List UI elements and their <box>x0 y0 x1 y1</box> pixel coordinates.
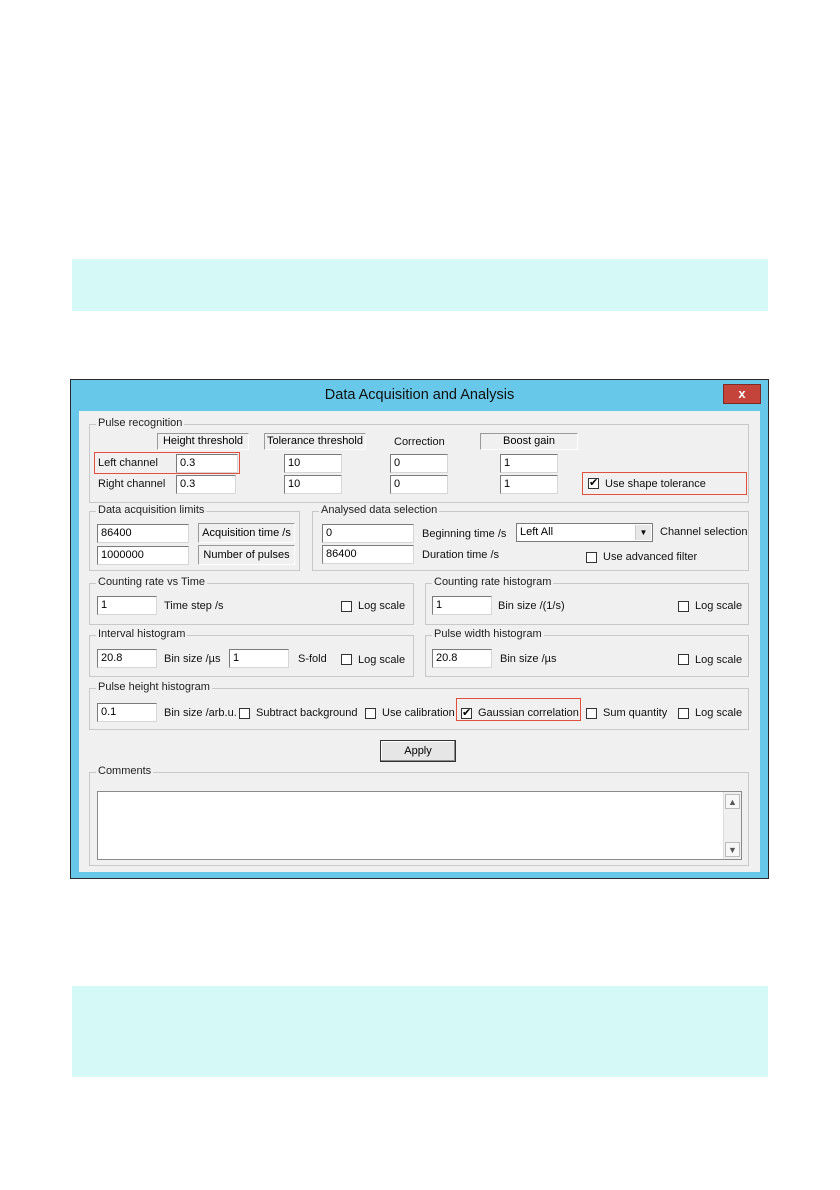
height-bin-size-input[interactable]: 0.1 <box>97 703 157 722</box>
use-calibration-checkbox[interactable] <box>365 708 376 719</box>
scroll-down-icon[interactable]: ▼ <box>725 842 740 857</box>
tolerance-threshold-header: Tolerance threshold <box>264 433 366 450</box>
chevron-down-icon[interactable]: ▼ <box>635 525 651 540</box>
counting-bin-size-input[interactable]: 1 <box>432 596 492 615</box>
pulse-height-histogram-legend: Pulse height histogram <box>98 681 210 693</box>
use-calibration-label: Use calibration <box>382 707 455 719</box>
beginning-time-label: Beginning time /s <box>422 528 507 540</box>
comments-scrollbar[interactable] <box>723 792 741 859</box>
gaussian-correlation-label: Gaussian correlation <box>478 707 579 719</box>
boost-gain-header: Boost gain <box>480 433 578 450</box>
note-box-bottom <box>72 986 768 1077</box>
interval-log-scale-checkbox[interactable] <box>341 654 352 665</box>
right-tolerance-input[interactable]: 10 <box>284 475 342 494</box>
number-of-pulses-label: Number of pulses <box>198 545 295 565</box>
close-button[interactable]: x <box>723 384 761 404</box>
dialog-window <box>70 379 769 879</box>
counting-hist-log-scale-checkbox[interactable] <box>678 601 689 612</box>
channel-selection-dropdown[interactable] <box>516 523 653 542</box>
apply-button[interactable]: Apply <box>380 740 456 762</box>
subtract-background-label: Subtract background <box>256 707 358 719</box>
left-height-threshold-input[interactable]: 0.3 <box>176 454 238 473</box>
interval-bin-size-label: Bin size /µs <box>164 653 221 665</box>
acquisition-time-input[interactable]: 86400 <box>97 524 189 543</box>
window-title: Data Acquisition and Analysis <box>324 387 515 403</box>
right-height-threshold-input[interactable]: 0.3 <box>176 475 236 494</box>
right-boost-gain-input[interactable]: 1 <box>500 475 558 494</box>
sum-quantity-label: Sum quantity <box>603 707 668 719</box>
note-box-top <box>72 259 768 311</box>
interval-bin-size-input[interactable]: 20.8 <box>97 649 157 668</box>
counting-time-log-scale-checkbox[interactable] <box>341 601 352 612</box>
dialog-client-area <box>79 411 760 872</box>
correction-header: Correction <box>394 436 445 448</box>
right-correction-input[interactable]: 0 <box>390 475 448 494</box>
comments-legend: Comments <box>98 765 152 777</box>
right-channel-label: Right channel <box>98 478 166 490</box>
use-advanced-filter-label: Use advanced filter <box>603 551 698 563</box>
time-step-label: Time step /s <box>164 600 224 612</box>
left-channel-label: Left channel <box>98 457 158 469</box>
counting-hist-log-scale-label: Log scale <box>695 600 743 612</box>
s-fold-label: S-fold <box>298 653 327 665</box>
duration-time-input[interactable]: 86400 <box>322 545 414 564</box>
number-of-pulses-input[interactable]: 1000000 <box>97 546 189 565</box>
width-bin-size-input[interactable]: 20.8 <box>432 649 492 668</box>
pulse-width-histogram-legend: Pulse width histogram <box>434 628 542 640</box>
counting-rate-time-legend: Counting rate vs Time <box>98 576 205 588</box>
height-bin-size-label: Bin size /arb.u. <box>164 707 237 719</box>
height-log-scale-label: Log scale <box>695 707 743 719</box>
use-shape-tolerance-label: Use shape tolerance <box>605 478 706 490</box>
height-log-scale-checkbox[interactable] <box>678 708 689 719</box>
subtract-background-checkbox[interactable] <box>239 708 250 719</box>
channel-selection-value: Left All <box>520 526 554 538</box>
left-correction-input[interactable]: 0 <box>390 454 448 473</box>
width-log-scale-checkbox[interactable] <box>678 654 689 665</box>
time-step-input[interactable]: 1 <box>97 596 157 615</box>
sum-quantity-checkbox[interactable] <box>586 708 597 719</box>
width-bin-size-label: Bin size /µs <box>500 653 557 665</box>
duration-time-label: Duration time /s <box>422 549 500 561</box>
acquisition-limits-legend: Data acquisition limits <box>98 504 205 516</box>
s-fold-input[interactable]: 1 <box>229 649 289 668</box>
use-shape-tolerance-checkbox[interactable]: ✔ <box>589 477 599 489</box>
left-channel-highlight <box>94 452 240 474</box>
counting-bin-size-label: Bin size /(1/s) <box>498 600 565 612</box>
counting-time-log-scale-label: Log scale <box>358 600 406 612</box>
left-boost-gain-input[interactable]: 1 <box>500 454 558 473</box>
interval-log-scale-label: Log scale <box>358 654 406 666</box>
height-threshold-header: Height threshold <box>157 433 249 450</box>
gaussian-correlation-checkbox[interactable]: ✔ <box>462 707 472 719</box>
analysed-data-legend: Analysed data selection <box>321 504 438 516</box>
title-bar[interactable] <box>71 380 768 410</box>
comments-textarea[interactable] <box>97 791 742 860</box>
use-advanced-filter-checkbox[interactable] <box>586 552 597 563</box>
beginning-time-input[interactable]: 0 <box>322 524 414 543</box>
width-log-scale-label: Log scale <box>695 654 743 666</box>
interval-histogram-legend: Interval histogram <box>98 628 186 640</box>
left-tolerance-input[interactable]: 10 <box>284 454 342 473</box>
scroll-up-icon[interactable]: ▲ <box>725 794 740 809</box>
counting-rate-histogram-legend: Counting rate histogram <box>434 576 552 588</box>
pulse-recognition-legend: Pulse recognition <box>98 417 183 429</box>
channel-selection-label: Channel selection <box>660 526 748 538</box>
acquisition-time-label: Acquisition time /s <box>198 523 295 543</box>
